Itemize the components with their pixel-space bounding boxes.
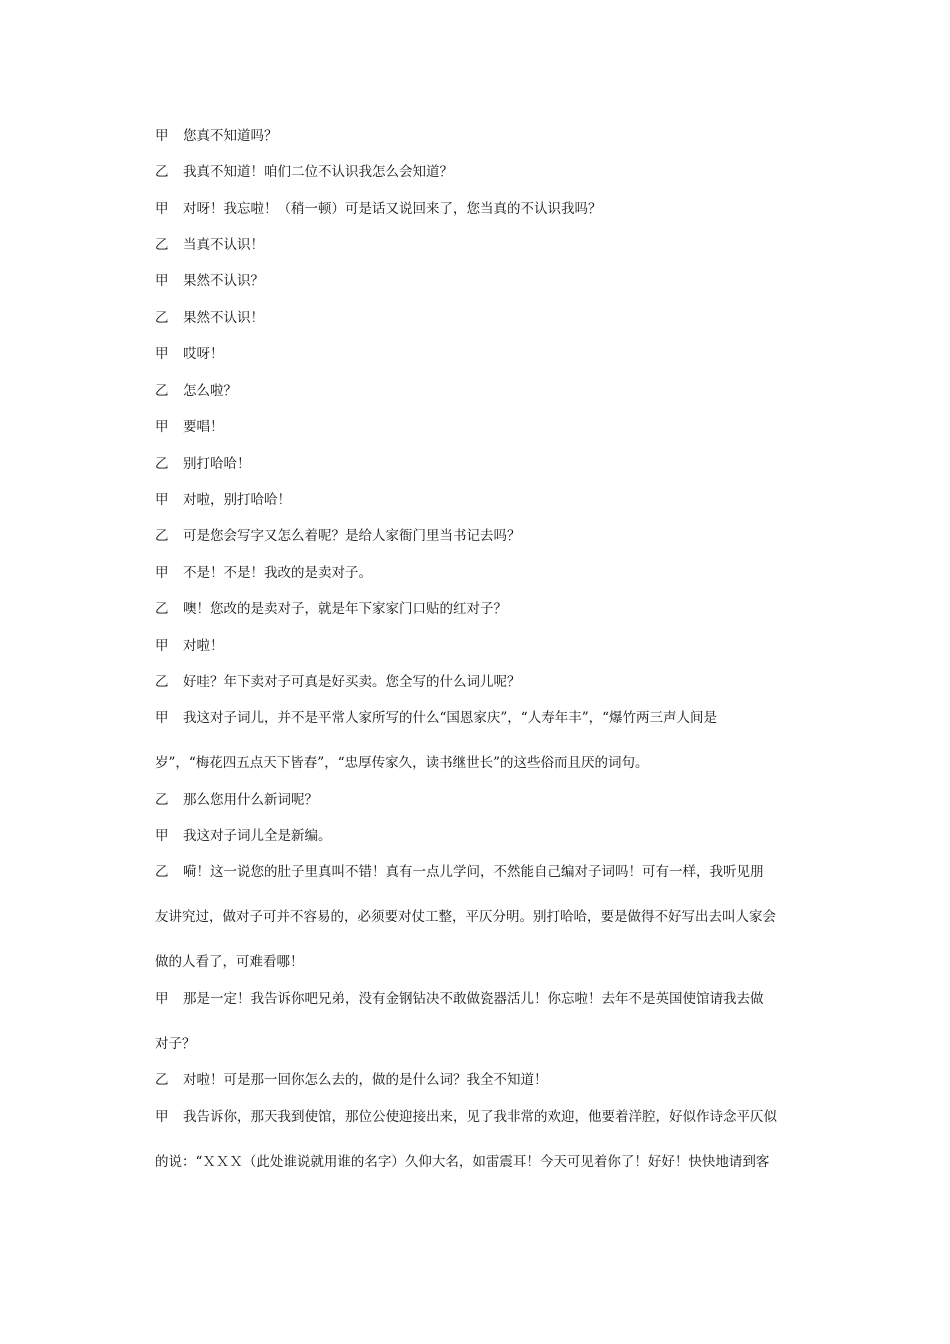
speaker-label: 乙	[155, 792, 169, 808]
dialogue-line	[155, 382, 815, 400]
speaker-label: 乙	[155, 1072, 169, 1088]
dialogue-text: 对呀！我忘啦！（稍一顿）可是话又说回来了，您当真的不认识我吗？	[183, 201, 602, 217]
dialogue-text: 别打哈哈！	[183, 456, 251, 472]
speaker-label: 乙	[155, 528, 169, 544]
dialogue-line	[155, 600, 815, 618]
dialogue-text: 我告诉你，那天我到使馆，那位公使迎接出来，见了我非常的欢迎，他要着洋腔，好似作诗念平仄似	[183, 1109, 777, 1125]
dialogue-line	[155, 990, 815, 1008]
dialogue-line	[155, 309, 815, 327]
dialogue-text: 岁”，“梅花四五点天下皆春”，“忠厚传家久，读书继世长”的这些俗而且厌的词句。	[155, 755, 649, 771]
dialogue-text: 对啦！	[183, 638, 224, 654]
dialogue-line	[155, 564, 815, 582]
dialogue-line	[155, 1071, 815, 1089]
dialogue-text: 我真不知道！咱们二位不认识我怎么会知道？	[183, 164, 453, 180]
speaker-label: 甲	[155, 991, 169, 1007]
speaker-label: 乙	[155, 383, 169, 399]
dialogue-text: 果然不认识！	[183, 310, 264, 326]
dialogue-text: 对啦，别打哈哈！	[183, 492, 291, 508]
speaker-label: 甲	[155, 1109, 169, 1125]
speaker-label: 甲	[155, 565, 169, 581]
speaker-label: 乙	[155, 601, 169, 617]
speaker-label: 乙	[155, 456, 169, 472]
dialogue-text: 怎么啦？	[183, 383, 237, 399]
dialogue-line	[155, 673, 815, 691]
dialogue-continuation	[155, 1035, 815, 1053]
dialogue-text: 做的人看了，可难看哪！	[155, 954, 304, 970]
dialogue-continuation	[155, 754, 815, 772]
dialogue-continuation	[155, 1153, 815, 1171]
dialogue-line	[155, 163, 815, 181]
dialogue-text: 您真不知道吗？	[183, 128, 278, 144]
dialogue-text: 友讲究过，做对子可并不容易的，必须要对仗工整，平仄分明。别打哈哈，要是做得不好写出去叫人家会	[155, 909, 776, 925]
dialogue-line	[155, 345, 815, 363]
dialogue-text: 噢！您改的是卖对子，就是年下家家门口贴的红对子？	[183, 601, 507, 617]
speaker-label: 甲	[155, 638, 169, 654]
dialogue-line	[155, 637, 815, 655]
dialogue-text: 的说：“ＸＸＸ（此处谁说就用谁的名字）久仰大名，如雷震耳！今天可见着你了！好好！快快地请到客	[155, 1154, 770, 1170]
speaker-label: 甲	[155, 273, 169, 289]
dialogue-text: 对子？	[155, 1036, 196, 1052]
dialogue-continuation	[155, 953, 815, 971]
speaker-label: 乙	[155, 310, 169, 326]
dialogue-text: 好哇？年下卖对子可真是好买卖。您全写的什么词儿呢？	[183, 674, 521, 690]
dialogue-text: 那是一定！我告诉你吧兄弟，没有金钢钻决不敢做瓷器活儿！你忘啦！去年不是英国使馆请我去做	[183, 991, 764, 1007]
dialogue-text: 我这对子词儿全是新编。	[183, 828, 332, 844]
speaker-label: 甲	[155, 346, 169, 362]
speaker-label: 乙	[155, 864, 169, 880]
dialogue-text: 对啦！可是那一回你怎么去的，做的是什么词？我全不知道！	[183, 1072, 548, 1088]
speaker-label: 乙	[155, 164, 169, 180]
speaker-label: 甲	[155, 492, 169, 508]
dialogue-text: 哎呀！	[183, 346, 224, 362]
dialogue-line	[155, 455, 815, 473]
dialogue-text: 果然不认识？	[183, 273, 264, 289]
dialogue-line	[155, 863, 815, 881]
speaker-label: 乙	[155, 674, 169, 690]
dialogue-line	[155, 791, 815, 809]
dialogue-text: 不是！不是！我改的是卖对子。	[183, 565, 372, 581]
speaker-label: 乙	[155, 237, 169, 253]
dialogue-line	[155, 709, 815, 727]
dialogue-line	[155, 1108, 815, 1126]
dialogue-text: 可是您会写字又怎么着呢？是给人家衙门里当书记去吗？	[183, 528, 521, 544]
dialogue-text: 当真不认识！	[183, 237, 264, 253]
dialogue-line	[155, 418, 815, 436]
dialogue-line	[155, 527, 815, 545]
dialogue-text: 我这对子词儿，并不是平常人家所写的什么“国恩家庆”，“人寿年丰”，“爆竹两三声人间是	[183, 710, 718, 726]
dialogue-text: 嗬！这一说您的肚子里真叫不错！真有一点儿学问，不然能自己编对子词吗！可有一样，我听见朋	[183, 864, 764, 880]
speaker-label: 甲	[155, 710, 169, 726]
dialogue-text: 那么您用什么新词呢？	[183, 792, 318, 808]
speaker-label: 甲	[155, 128, 169, 144]
speaker-label: 甲	[155, 419, 169, 435]
speaker-label: 甲	[155, 828, 169, 844]
dialogue-line	[155, 827, 815, 845]
dialogue-line	[155, 200, 815, 218]
dialogue-text: 要唱！	[183, 419, 224, 435]
dialogue-line	[155, 272, 815, 290]
dialogue-line	[155, 491, 815, 509]
dialogue-line	[155, 127, 815, 145]
dialogue-continuation	[155, 908, 815, 926]
dialogue-line	[155, 236, 815, 254]
speaker-label: 甲	[155, 201, 169, 217]
